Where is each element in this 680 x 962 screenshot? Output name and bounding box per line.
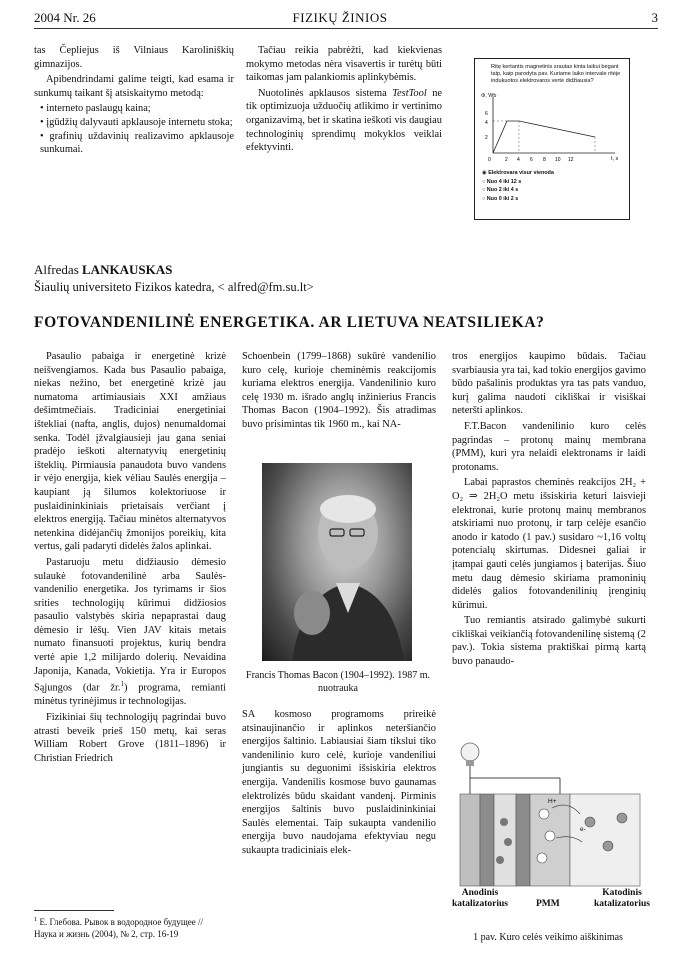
radio-icon: ○ <box>482 195 486 202</box>
software-name: TestTool <box>392 87 427 99</box>
body-column-3 <box>452 350 646 671</box>
issue-number: 2004 Nr. 26 <box>34 10 96 25</box>
paragraph: SA kosmoso programoms prireikė atsinaujinančio ir aplinkos neteršiančio energijos šaltinio. Labiausiai šiam tikslui tiko vandenilinio kuro celė, kurioje vandeniliui jungiantis su deguonimi išsiskiria elektros energija. Vandenilis kosmose buvo gaunamas elektrolizės būdu skaidant vandenį. Pirminis energijos šaltinis buvo puslaidininkiniai Saulės elementai. Taip sukaupta vandenilio energija buvo naudojama efektyviau negu sukaupta tradiciniais elek- <box>242 709 436 856</box>
figure-caption: 1 pav. Kuro celės veikimo aiškinimas <box>473 932 623 943</box>
header-rule <box>34 28 658 29</box>
flux-graph <box>475 91 629 167</box>
cathode-label: Katodinis katalizatorius <box>594 888 650 909</box>
paragraph: Nuotolinės apklausos sistema TestTool ne tik optimizuoja užduočių atlikimo ir vertinimo organizavimą, bet ir skatina ieškoti vis daugiau technologinių sprendimų mokyklos veiklai efektyvinti. <box>246 87 443 154</box>
list-item: • įgūdžių dalyvauti apklausoje internetu stoka; <box>40 116 234 130</box>
paragraph: tros energijos kaupimo būdais. Tačiau svarbiausia yra tai, kad tokio energijos gavimo būdo pašalinis produktas yra tas pats vanduo, kurį galima naudoti cikliškai ir visiškai neteršti aplinkos. <box>452 351 647 417</box>
quiz-option[interactable]: ◉ Elektrovara visur vienoda <box>482 170 554 176</box>
paragraph: tas Čepliejus iš Vilniaus Karoliniškių gimnazijos. <box>34 45 234 70</box>
paragraph: Schoenbein (1799–1868) sukūrė vandenilio kuro celę, kurioje cheminėmis reakcijomis kuriama elektros energija. Vandenilinio kuro celę 1930 m. išrado anglų inžinierius Francis Thomas Bacon (1904–1992). Šis atradimas buvo prisimintas tik 1960 m., kai NA- <box>242 351 436 430</box>
paragraph: Tačiau reikia pabrėžti, kad kiekvienas mokymo metodas nėra visavertis ir turėtų būti taikomas jam palankiomis aplinkybėmis. <box>246 45 442 84</box>
fuel-cell-figure <box>440 738 656 924</box>
svg-text:4: 4 <box>485 120 488 126</box>
svg-text:10: 10 <box>555 157 561 163</box>
fuel-cell-diagram <box>440 738 656 888</box>
list-item: • grafinių uždavinių realizavimo apklausoje sunkumai. <box>40 130 234 157</box>
svg-text:2: 2 <box>505 157 508 163</box>
paragraph: Fizikiniai šių technologijų pagrindai buvo atrasti beveik prieš 150 metų, kai seras William Robert Grove (1811–1896) ir Christian Friedrich <box>34 711 226 764</box>
graph-x-label: t, s <box>611 156 619 162</box>
quiz-screenshot <box>474 58 630 220</box>
paragraph: Apibendrindami galime teigti, kad esama ir sunkumų taikant šį atsiskaitymo metodą: <box>34 74 234 99</box>
paragraph: Labai paprastos cheminės reakcijos 2H₂ + O₂ ⇒ 2H₂O metu išsiskiria keturi laisvieji elektronai, kurie protonų mainų membranos atskiriami nuo protonų, ir tarp celėje esančio anodo ir katodo (1 pav.) susidaro ~1,16 voltų potencialų skirtumas. Didesnei galiai ir įtampai gauti celės jungiamos į baterijas. Šiuo metu daug dėmesio skiriama pramoninių didelės galios fotovandenilinių įrenginių kūrimui. <box>452 477 646 611</box>
page-number: 3 <box>651 10 658 25</box>
svg-text:4: 4 <box>517 157 520 163</box>
anode-label: Anodinis katalizatorius <box>452 888 508 909</box>
author-affiliation: Šiaulių universiteto Fizikos katedra, < alfred@fm.su.lt> <box>34 280 314 294</box>
quiz-option[interactable]: ○ Nuo 4 iki 12 s <box>482 178 522 185</box>
svg-text:6: 6 <box>485 111 488 117</box>
paragraph: F.T.Bacon vandenilinio kuro celės pagrindas – protonų mainų membrana (PMM), kuri yra nelaidi elektronams ir laidi protonams. <box>452 420 646 473</box>
paragraph: Pasaulio pabaiga ir energetinė krizė neišvengiamos. Kada bus Pasaulio pabaiga, niekas nežino, bet energetinė krizė jau numatoma artimiausiais XXI amžiaus dešimtmečiais. Tradiciniai energetiniai ištekliai (nafta, anglis, dujos) nenumaldomai senka. Todėl įžvalgiausieji jau gana seniai pradėjo ieškoti alternatyvių energetinių išteklių. Pirmiausia panaudota buvo vandens ir vėjo energija, kiek vėliau Saulės energija – kaupiant ją šilumos kolektoriuose ir puslaidininkiniais prietaisais verčiant į elektros energiją. Tačiau minėtos alternatyvos netenkina didėjančių žmonijos poreikių, kita vertus, gali padaryti didelės žalos aplinkai. <box>34 351 226 553</box>
list-item: • interneto paslaugų kaina; <box>40 102 234 116</box>
body-column-2-bottom <box>242 708 436 860</box>
quiz-option[interactable]: ○ Nuo 2 iki 4 s <box>482 187 519 193</box>
journal-title: FIZIKŲ ŽINIOS <box>292 10 388 25</box>
radio-selected-icon: ◉ <box>482 170 487 176</box>
bullet-list <box>34 102 234 156</box>
electron-label: e- <box>580 826 586 833</box>
quiz-option[interactable]: ○ Nuo 0 iki 2 s <box>482 195 519 202</box>
footnote-rule <box>34 910 114 911</box>
pmm-label: PMM <box>536 899 560 909</box>
radio-icon: ○ <box>482 187 486 193</box>
svg-text:2: 2 <box>485 135 488 141</box>
body-column-1 <box>34 350 226 767</box>
graph-y-label: Φ, Wb <box>481 93 497 99</box>
svg-text:6: 6 <box>530 157 533 163</box>
svg-text:12: 12 <box>568 157 574 163</box>
portrait-illustration <box>262 463 412 661</box>
svg-text:8: 8 <box>543 157 546 163</box>
proton-label: H+ <box>548 798 557 805</box>
quiz-options <box>482 169 554 203</box>
svg-text:0: 0 <box>488 157 491 163</box>
portrait-photo <box>262 463 412 661</box>
paragraph: Tuo remiantis atsirado galimybė sukurti cikliškai veikiančią fotovandenilinę sistemą (2 pav.). Tokia sistema praktiškai pirmą kartą buvo panaudo- <box>452 615 646 668</box>
article-title: FOTOVANDENILINĖ ENERGETIKA. AR LIETUVA NEATSILIEKA? <box>34 314 545 331</box>
quiz-question: Ritę kertantis magnetinis srautas kinta laikui bėgant taip, kaip parodyta pav. Kuriame laiko intervale ritėje indukuotos elektrovaros vertė didžiausia? <box>491 64 621 84</box>
paragraph: Pastaruoju metu didžiausio dėmesio sulaukė fotovandenilinė arba Saulės-vandenilio energetika. Jos tyrimams ir šios srities technologijų kūrimui didžiosios pasaulio valstybės skiria nepaprastai daug dėmesio ir lėšų. Vien JAV kitais metais numato finansuoti projektus, kurių bendra vertė apie 1,2 milijardo dolerių. Nevaidina Japonija, Kanada, Vokietija. Yra ir Europos Sąjungos (dar žr.$^1$) programa, remianti minėtus tyrinėjimus ir technologijas. <box>34 556 226 708</box>
photo-caption: Francis Thomas Bacon (1904–1992). 1987 m. nuotrauka <box>246 670 430 694</box>
top-column-2 <box>246 44 442 157</box>
footnote: $^1$ Е. Глебова. Рывок в водородное будущее // Наука и жизнь (2004), № 2, стр. 16-19 <box>34 916 203 939</box>
author-name: Alfredas LANKAUSKAS <box>34 262 173 277</box>
radio-icon: ○ <box>482 178 486 185</box>
top-column-1 <box>34 44 234 157</box>
body-column-2-top <box>242 350 436 434</box>
